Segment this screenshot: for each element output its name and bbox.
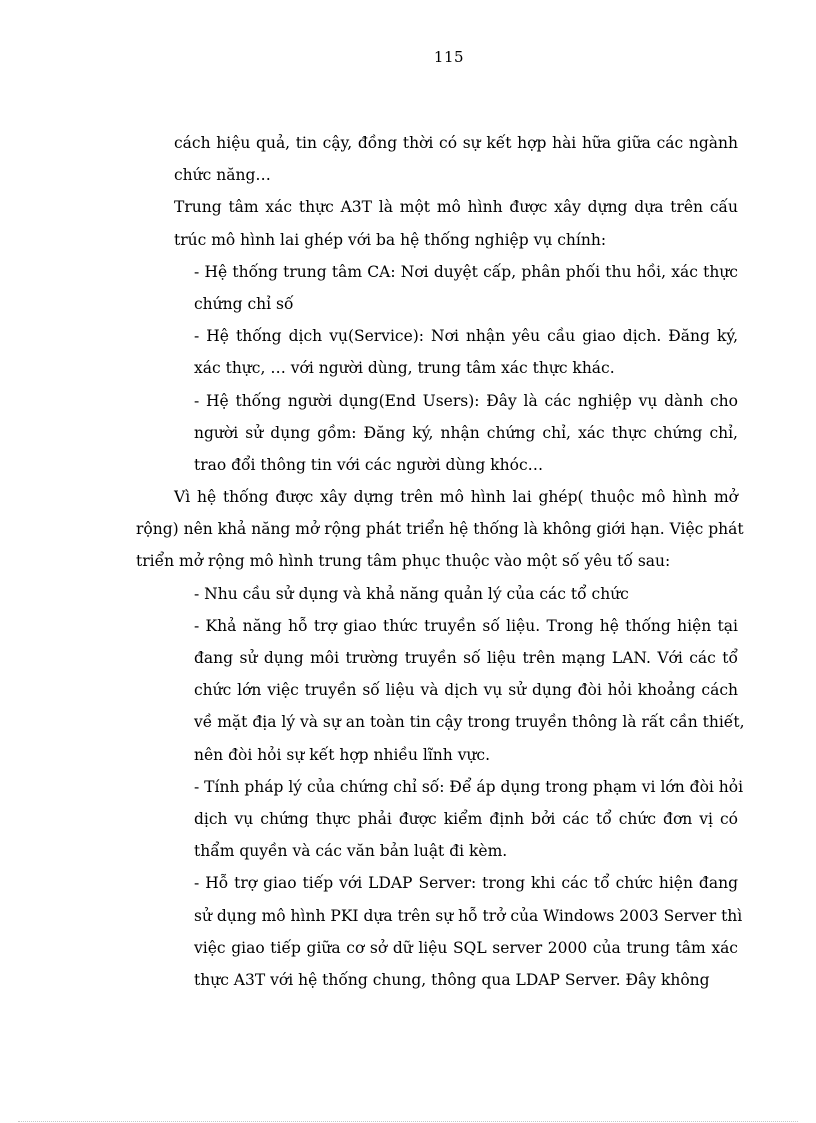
text-line: chức lớn việc truyền số liệu và dịch vụ sử dụng đòi hỏi khoảng cách <box>194 681 738 700</box>
text-line: - Nhu cầu sử dụng và khả năng quản lý của các tổ chức <box>194 584 629 603</box>
text-line: đang sử dụng môi trường truyền số liệu trên mạng LAN. Với các tổ <box>194 649 738 667</box>
text-line: xác thực, … với người dùng, trung tâm xác thực khác. <box>194 359 615 378</box>
text-line: - Hỗ trợ giao tiếp với LDAP Server: trong khi các tổ chức hiện đang <box>194 874 738 893</box>
text-line: nên đòi hỏi sự kết hợp nhiều lĩnh vực. <box>194 745 491 764</box>
page-bottom-divider <box>18 1121 798 1122</box>
text-line: về mặt địa lý và sự an toàn tin cậy trong truyền thông là rất cần thiết, <box>194 713 745 732</box>
text-line: - Hệ thống dịch vụ(Service): Nơi nhận yêu cầu giao dịch. Đăng ký, <box>194 327 738 346</box>
text-line: trúc mô hình lai ghép với ba hệ thống nghiệp vụ chính: <box>174 230 607 249</box>
text-line: - Tính pháp lý của chứng chỉ số: Để áp dụng trong phạm vi lớn đòi hỏi <box>194 777 744 796</box>
text-line: Vì hệ thống được xây dựng trên mô hình lai ghép( thuộc mô hình mở <box>174 488 738 507</box>
body-text <box>136 127 745 996</box>
text-line: sử dụng mô hình PKI dựa trên sự hỗ trở của Windows 2003 Server thì <box>194 906 743 925</box>
text-line: chứng chỉ số <box>194 294 294 313</box>
text-line: - Khả năng hỗ trợ giao thức truyền số liệu. Trong hệ thống hiện tại <box>194 616 738 635</box>
text-line: thực A3T với hệ thống chung, thông qua LDAP Server. Đây không <box>194 970 710 989</box>
text-line: cách hiệu quả, tin cậy, đồng thời có sự kết hợp hài hữa giữa các ngành <box>174 134 738 152</box>
text-line: việc giao tiếp giữa cơ sở dữ liệu SQL server 2000 của trung tâm xác <box>194 938 738 957</box>
text-line: Trung tâm xác thực A3T là một mô hình được xây dựng dựa trên cấu <box>174 198 738 217</box>
text-line: trao đổi thông tin với các người dùng khóc… <box>194 455 544 474</box>
text-line: triển mở rộng mô hình trung tâm phục thuộc vào một số yêu tố sau: <box>136 552 671 571</box>
text-line: người sử dụng gồm: Đăng ký, nhận chứng chỉ, xác thực chứng chỉ, <box>194 423 738 442</box>
text-line: thẩm quyền và các văn bản luật đi kèm. <box>194 842 508 861</box>
text-line: chức năng… <box>174 166 271 185</box>
text-line: dịch vụ chứng thực phải được kiểm định bởi các tổ chức đơn vị có <box>194 809 738 828</box>
text-line: - Hệ thống người dụng(End Users): Đây là các nghiệp vụ dành cho <box>194 391 738 410</box>
page-number: 115 <box>433 48 465 66</box>
text-line: - Hệ thống trung tâm CA: Nơi duyệt cấp, phân phối thu hồi, xác thực <box>194 262 738 281</box>
text-line: rộng) nên khả năng mở rộng phát triển hệ thống là không giới hạn. Việc phát <box>136 520 744 539</box>
